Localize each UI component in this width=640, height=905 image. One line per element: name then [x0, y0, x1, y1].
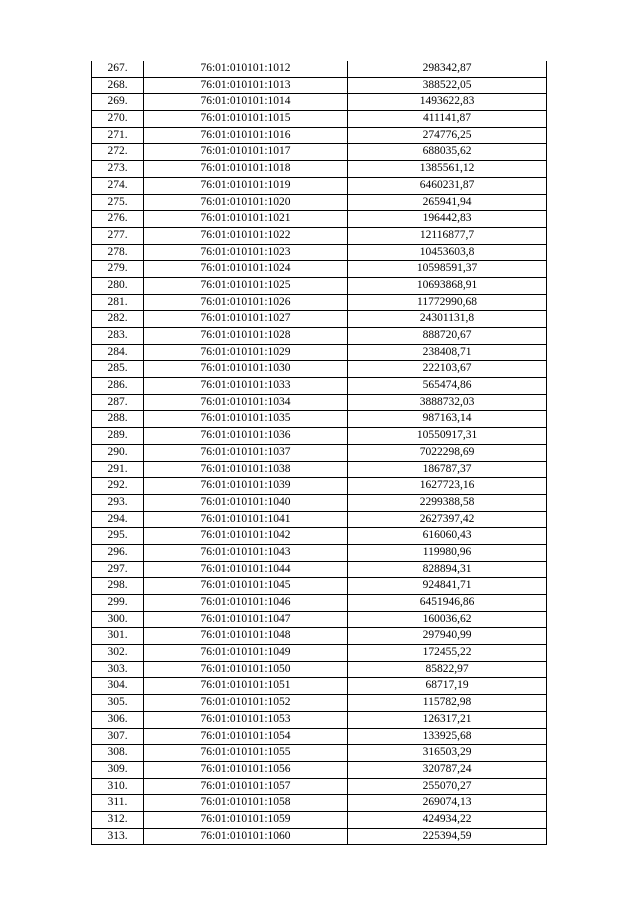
cadastral-value-cell: 10550917,31 [348, 428, 547, 445]
table-row [92, 578, 547, 595]
cadastral-number-cell: 76:01:010101:1018 [144, 161, 348, 178]
row-number-cell: 304. [92, 678, 144, 695]
table-row [92, 728, 547, 745]
cadastral-number-cell: 76:01:010101:1041 [144, 511, 348, 528]
cadastral-number-cell: 76:01:010101:1040 [144, 494, 348, 511]
cadastral-number-cell: 76:01:010101:1030 [144, 361, 348, 378]
cadastral-value-cell: 298342,87 [348, 61, 547, 77]
row-number-cell: 313. [92, 828, 144, 845]
table-row [92, 661, 547, 678]
cadastral-value-cell: 126317,21 [348, 711, 547, 728]
cadastral-value-cell: 424934,22 [348, 811, 547, 828]
cadastral-value-cell: 7022298,69 [348, 444, 547, 461]
table-row [92, 144, 547, 161]
table-row [92, 227, 547, 244]
row-number-cell: 312. [92, 811, 144, 828]
table-row [92, 811, 547, 828]
cadastral-number-cell: 76:01:010101:1012 [144, 61, 348, 77]
table-row [92, 528, 547, 545]
row-number-cell: 305. [92, 695, 144, 712]
cadastral-number-cell: 76:01:010101:1058 [144, 795, 348, 812]
cadastral-value-cell: 24301131,8 [348, 311, 547, 328]
cadastral-number-cell: 76:01:010101:1019 [144, 177, 348, 194]
row-number-cell: 299. [92, 595, 144, 612]
cadastral-number-cell: 76:01:010101:1014 [144, 94, 348, 111]
row-number-cell: 280. [92, 277, 144, 294]
row-number-cell: 269. [92, 94, 144, 111]
table-row [92, 444, 547, 461]
row-number-cell: 301. [92, 628, 144, 645]
cadastral-number-cell: 76:01:010101:1056 [144, 761, 348, 778]
table-row [92, 828, 547, 845]
table-row [92, 311, 547, 328]
table-row [92, 595, 547, 612]
cadastral-value-cell: 119980,96 [348, 544, 547, 561]
table-row [92, 461, 547, 478]
cadastral-value-cell: 68717,19 [348, 678, 547, 695]
table-row [92, 711, 547, 728]
cadastral-number-cell: 76:01:010101:1050 [144, 661, 348, 678]
cadastral-number-cell: 76:01:010101:1028 [144, 328, 348, 345]
row-number-cell: 303. [92, 661, 144, 678]
cadastral-value-cell: 316503,29 [348, 745, 547, 762]
row-number-cell: 281. [92, 294, 144, 311]
table-row [92, 378, 547, 395]
cadastral-value-cell: 274776,25 [348, 127, 547, 144]
cadastral-number-cell: 76:01:010101:1020 [144, 194, 348, 211]
table-row [92, 277, 547, 294]
cadastral-value-cell: 10598591,37 [348, 261, 547, 278]
table-row [92, 127, 547, 144]
row-number-cell: 311. [92, 795, 144, 812]
table-row [92, 361, 547, 378]
cadastral-value-cell: 388522,05 [348, 77, 547, 94]
cadastral-number-cell: 76:01:010101:1044 [144, 561, 348, 578]
cadastral-number-cell: 76:01:010101:1024 [144, 261, 348, 278]
row-number-cell: 298. [92, 578, 144, 595]
cadastral-value-cell: 924841,71 [348, 578, 547, 595]
cadastral-value-cell: 2299388,58 [348, 494, 547, 511]
row-number-cell: 282. [92, 311, 144, 328]
cadastral-number-cell: 76:01:010101:1046 [144, 595, 348, 612]
row-number-cell: 287. [92, 394, 144, 411]
cadastral-number-cell: 76:01:010101:1023 [144, 244, 348, 261]
table-row [92, 411, 547, 428]
cadastral-number-cell: 76:01:010101:1057 [144, 778, 348, 795]
cadastral-number-cell: 76:01:010101:1038 [144, 461, 348, 478]
cadastral-value-cell: 255070,27 [348, 778, 547, 795]
row-number-cell: 309. [92, 761, 144, 778]
table-row [92, 194, 547, 211]
row-number-cell: 307. [92, 728, 144, 745]
cadastral-number-cell: 76:01:010101:1027 [144, 311, 348, 328]
cadastral-value-cell: 11772990,68 [348, 294, 547, 311]
cadastral-value-cell: 6460231,87 [348, 177, 547, 194]
cadastral-value-cell: 3888732,03 [348, 394, 547, 411]
row-number-cell: 271. [92, 127, 144, 144]
cadastral-value-cell: 10693868,91 [348, 277, 547, 294]
cadastral-number-cell: 76:01:010101:1054 [144, 728, 348, 745]
cadastral-value-cell: 888720,67 [348, 328, 547, 345]
cadastral-value-cell: 1385561,12 [348, 161, 547, 178]
table-row [92, 628, 547, 645]
row-number-cell: 273. [92, 161, 144, 178]
cadastral-value-cell: 688035,62 [348, 144, 547, 161]
cadastral-value-table [91, 61, 547, 845]
table-row [92, 244, 547, 261]
cadastral-number-cell: 76:01:010101:1053 [144, 711, 348, 728]
cadastral-number-cell: 76:01:010101:1037 [144, 444, 348, 461]
table-row [92, 261, 547, 278]
cadastral-number-cell: 76:01:010101:1047 [144, 611, 348, 628]
cadastral-value-cell: 987163,14 [348, 411, 547, 428]
cadastral-number-cell: 76:01:010101:1060 [144, 828, 348, 845]
table-row [92, 745, 547, 762]
cadastral-value-cell: 196442,83 [348, 211, 547, 228]
cadastral-value-cell: 133925,68 [348, 728, 547, 745]
row-number-cell: 289. [92, 428, 144, 445]
table-row [92, 544, 547, 561]
row-number-cell: 300. [92, 611, 144, 628]
cadastral-value-cell: 1627723,16 [348, 478, 547, 495]
row-number-cell: 297. [92, 561, 144, 578]
cadastral-value-cell: 160036,62 [348, 611, 547, 628]
table-row [92, 795, 547, 812]
row-number-cell: 267. [92, 61, 144, 77]
table-row [92, 611, 547, 628]
table-row [92, 678, 547, 695]
row-number-cell: 290. [92, 444, 144, 461]
cadastral-number-cell: 76:01:010101:1029 [144, 344, 348, 361]
table-row [92, 77, 547, 94]
table-row [92, 695, 547, 712]
row-number-cell: 308. [92, 745, 144, 762]
row-number-cell: 275. [92, 194, 144, 211]
cadastral-number-cell: 76:01:010101:1059 [144, 811, 348, 828]
cadastral-value-cell: 6451946,86 [348, 595, 547, 612]
cadastral-number-cell: 76:01:010101:1016 [144, 127, 348, 144]
cadastral-value-cell: 320787,24 [348, 761, 547, 778]
table-row [92, 344, 547, 361]
row-number-cell: 296. [92, 544, 144, 561]
row-number-cell: 292. [92, 478, 144, 495]
row-number-cell: 272. [92, 144, 144, 161]
row-number-cell: 285. [92, 361, 144, 378]
table-row [92, 561, 547, 578]
row-number-cell: 277. [92, 227, 144, 244]
cadastral-value-cell: 172455,22 [348, 645, 547, 662]
cadastral-number-cell: 76:01:010101:1039 [144, 478, 348, 495]
table-row [92, 161, 547, 178]
cadastral-number-cell: 76:01:010101:1013 [144, 77, 348, 94]
cadastral-value-cell: 10453603,8 [348, 244, 547, 261]
cadastral-value-cell: 85822,97 [348, 661, 547, 678]
cadastral-value-cell: 12116877,7 [348, 227, 547, 244]
table-row [92, 328, 547, 345]
cadastral-number-cell: 76:01:010101:1017 [144, 144, 348, 161]
cadastral-value-cell: 565474,86 [348, 378, 547, 395]
table-row [92, 294, 547, 311]
row-number-cell: 306. [92, 711, 144, 728]
cadastral-value-cell: 225394,59 [348, 828, 547, 845]
row-number-cell: 294. [92, 511, 144, 528]
cadastral-value-cell: 238408,71 [348, 344, 547, 361]
table-row [92, 478, 547, 495]
cadastral-number-cell: 76:01:010101:1033 [144, 378, 348, 395]
cadastral-value-cell: 222103,67 [348, 361, 547, 378]
row-number-cell: 278. [92, 244, 144, 261]
row-number-cell: 274. [92, 177, 144, 194]
row-number-cell: 288. [92, 411, 144, 428]
cadastral-value-cell: 411141,87 [348, 111, 547, 128]
cadastral-value-cell: 828894,31 [348, 561, 547, 578]
cadastral-number-cell: 76:01:010101:1055 [144, 745, 348, 762]
cadastral-number-cell: 76:01:010101:1052 [144, 695, 348, 712]
cadastral-value-cell: 2627397,42 [348, 511, 547, 528]
cadastral-number-cell: 76:01:010101:1034 [144, 394, 348, 411]
row-number-cell: 286. [92, 378, 144, 395]
table-row [92, 111, 547, 128]
cadastral-number-cell: 76:01:010101:1035 [144, 411, 348, 428]
row-number-cell: 268. [92, 77, 144, 94]
cadastral-number-cell: 76:01:010101:1048 [144, 628, 348, 645]
cadastral-number-cell: 76:01:010101:1042 [144, 528, 348, 545]
row-number-cell: 302. [92, 645, 144, 662]
table-row [92, 94, 547, 111]
cadastral-number-cell: 76:01:010101:1015 [144, 111, 348, 128]
table-row [92, 428, 547, 445]
row-number-cell: 295. [92, 528, 144, 545]
cadastral-number-cell: 76:01:010101:1049 [144, 645, 348, 662]
cadastral-number-cell: 76:01:010101:1026 [144, 294, 348, 311]
cadastral-value-cell: 115782,98 [348, 695, 547, 712]
row-number-cell: 270. [92, 111, 144, 128]
row-number-cell: 284. [92, 344, 144, 361]
table-row [92, 778, 547, 795]
cadastral-number-cell: 76:01:010101:1036 [144, 428, 348, 445]
row-number-cell: 291. [92, 461, 144, 478]
row-number-cell: 310. [92, 778, 144, 795]
table-body [92, 61, 547, 845]
table-row [92, 494, 547, 511]
table-row [92, 61, 547, 77]
cadastral-number-cell: 76:01:010101:1051 [144, 678, 348, 695]
cadastral-value-cell: 297940,99 [348, 628, 547, 645]
row-number-cell: 279. [92, 261, 144, 278]
cadastral-number-cell: 76:01:010101:1043 [144, 544, 348, 561]
table-row [92, 645, 547, 662]
cadastral-number-cell: 76:01:010101:1022 [144, 227, 348, 244]
cadastral-value-cell: 1493622,83 [348, 94, 547, 111]
row-number-cell: 276. [92, 211, 144, 228]
row-number-cell: 293. [92, 494, 144, 511]
cadastral-value-cell: 265941,94 [348, 194, 547, 211]
row-number-cell: 283. [92, 328, 144, 345]
cadastral-value-cell: 269074,13 [348, 795, 547, 812]
table-row [92, 177, 547, 194]
table-row [92, 211, 547, 228]
cadastral-number-cell: 76:01:010101:1021 [144, 211, 348, 228]
table-row [92, 394, 547, 411]
cadastral-value-cell: 616060,43 [348, 528, 547, 545]
table-row [92, 761, 547, 778]
table-row [92, 511, 547, 528]
cadastral-value-cell: 186787,37 [348, 461, 547, 478]
cadastral-number-cell: 76:01:010101:1045 [144, 578, 348, 595]
cadastral-number-cell: 76:01:010101:1025 [144, 277, 348, 294]
